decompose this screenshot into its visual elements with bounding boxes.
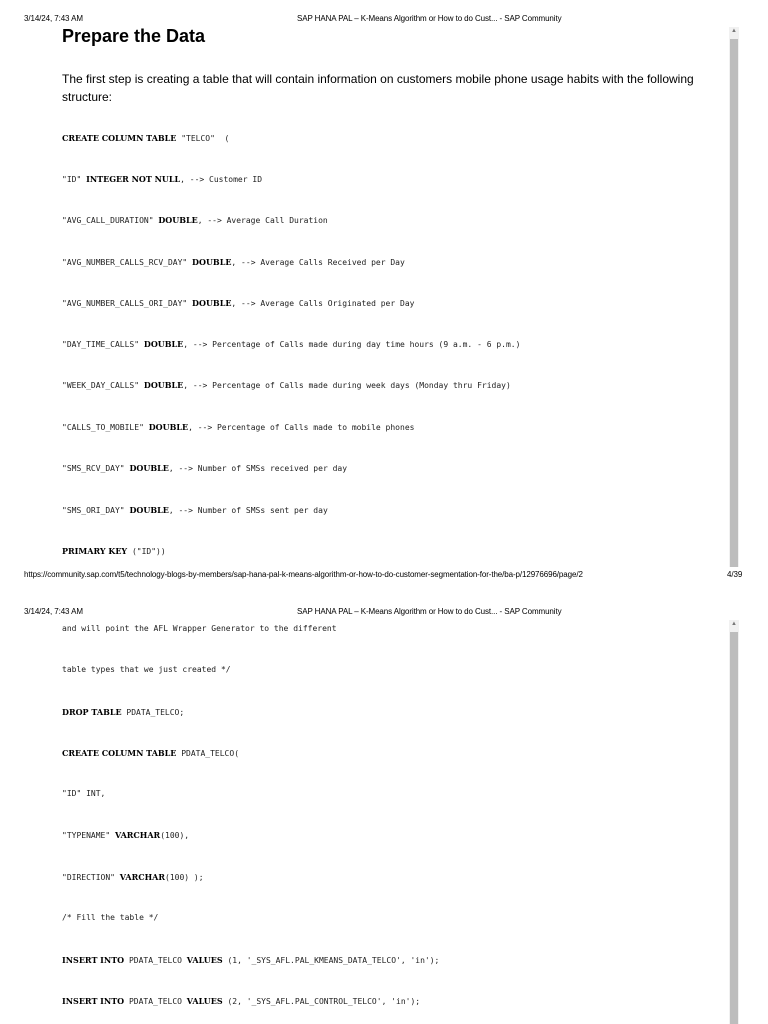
code-line <box>62 380 511 390</box>
code-text: (100) ); <box>165 873 204 882</box>
code-text: PDATA_TELCO <box>124 956 187 965</box>
code-text: "WEEK_DAY_CALLS" <box>62 381 144 390</box>
code-keyword: DOUBLE <box>143 339 184 349</box>
code-line <box>62 624 337 633</box>
code-keyword: DOUBLE <box>192 298 232 308</box>
code-keyword: DOUBLE <box>148 422 189 432</box>
code-line <box>62 707 184 717</box>
code-keyword: DOUBLE <box>129 463 169 473</box>
code-keyword: CREATE COLUMN TABLE <box>62 133 177 143</box>
code-text: , --> Average Call Duration <box>197 216 328 225</box>
code-line <box>62 298 414 308</box>
code-text: , --> Customer ID <box>180 175 263 184</box>
code-keyword: INTEGER NOT NULL <box>86 174 181 184</box>
print-header-date: 3/14/24, 7:43 AM <box>24 607 83 616</box>
code-text: (1, '_SYS_AFL.PAL_KMEANS_DATA_TELCO', 'in'); <box>222 956 440 965</box>
code-keyword: CREATE COLUMN TABLE <box>62 748 177 758</box>
code-line <box>62 422 414 432</box>
scrollbar-thumb[interactable] <box>730 632 738 1024</box>
code-text: , --> Number of SMSs received per day <box>168 464 348 473</box>
code-text: , --> Average Calls Received per Day <box>231 258 405 267</box>
code-line <box>62 748 239 758</box>
code-keyword: DOUBLE <box>129 505 169 515</box>
code-text: and will point the AFL Wrapper Generator to the different <box>62 624 337 633</box>
code-keyword: VALUES <box>186 955 223 965</box>
code-text: "TYPENAME" <box>62 831 115 840</box>
code-text: "AVG_NUMBER_CALLS_ORI_DAY" <box>62 299 193 308</box>
code-line <box>62 339 520 349</box>
code-text: ("ID")) <box>127 547 166 556</box>
code-text: "ID" INT, <box>62 789 106 798</box>
code-keyword: INSERT INTO <box>62 996 125 1006</box>
code-line <box>62 215 328 225</box>
print-header-date: 3/14/24, 7:43 AM <box>24 14 83 23</box>
scrollbar-thumb[interactable] <box>730 39 738 567</box>
code-line <box>62 665 231 674</box>
code-text: , --> Average Calls Originated per Day <box>231 299 415 308</box>
code-keyword: DOUBLE <box>158 215 198 225</box>
code-text: "SMS_ORI_DAY" <box>62 506 130 515</box>
code-text: "DAY_TIME_CALLS" <box>62 340 144 349</box>
print-header-title: SAP HANA PAL – K-Means Algorithm or How to do Cust... - SAP Community <box>297 607 562 616</box>
code-keyword: VALUES <box>186 996 223 1006</box>
code-line <box>62 546 166 556</box>
code-keyword: INSERT INTO <box>62 955 125 965</box>
code-text: /* Fill the table */ <box>62 913 159 922</box>
code-line <box>62 463 347 473</box>
scroll-up-icon[interactable]: ▲ <box>731 621 737 627</box>
code-keyword: DOUBLE <box>192 257 232 267</box>
code-line <box>62 789 105 798</box>
code-line <box>62 955 439 965</box>
intro-paragraph: The first step is creating a table that will contain information on customers mobile phone usage habits with the following structure: <box>62 72 694 104</box>
code-line <box>62 505 328 515</box>
code-text: "DIRECTION" <box>62 873 120 882</box>
print-footer-url: https://community.sap.com/t5/technology-blogs-by-members/sap-hana-pal-k-means-algorithm-or-how-to-do-customer-segmentation-for-the/ba-p/12976696/page/2 <box>24 570 583 579</box>
code-keyword: VARCHAR <box>114 830 161 840</box>
code-keyword: VARCHAR <box>119 872 166 882</box>
code-keyword: DROP TABLE <box>62 707 122 717</box>
code-line <box>62 174 262 184</box>
scrollbar[interactable] <box>729 620 739 1024</box>
code-keyword: PRIMARY KEY <box>62 546 128 556</box>
code-text: "AVG_NUMBER_CALLS_RCV_DAY" <box>62 258 193 267</box>
code-text: (100), <box>160 831 190 840</box>
print-footer-page: 4/39 <box>727 570 743 579</box>
scrollbar[interactable] <box>729 27 739 567</box>
code-text: "AVG_CALL_DURATION" <box>62 216 159 225</box>
code-text: "SMS_RCV_DAY" <box>62 464 130 473</box>
code-line <box>62 257 405 267</box>
code-line <box>62 913 158 922</box>
code-line <box>62 133 229 143</box>
code-line <box>62 872 204 882</box>
code-text: , --> Percentage of Calls made during day time hours (9 a.m. - 6 p.m.) <box>183 340 521 349</box>
code-keyword: DOUBLE <box>143 380 184 390</box>
code-text: , --> Number of SMSs sent per day <box>168 506 328 515</box>
code-text: , --> Percentage of Calls made during week days (Monday thru Friday) <box>183 381 511 390</box>
code-text: table types that we just created */ <box>62 665 231 674</box>
code-text: "ID" <box>62 175 87 184</box>
scroll-up-icon[interactable]: ▲ <box>731 28 737 34</box>
code-line <box>62 830 189 840</box>
section-heading: Prepare the Data <box>62 26 206 46</box>
code-text: "CALLS_TO_MOBILE" <box>62 423 149 432</box>
code-text: PDATA_TELCO( <box>176 749 240 758</box>
code-line <box>62 996 420 1006</box>
code-text: (2, '_SYS_AFL.PAL_CONTROL_TELCO', 'in'); <box>222 997 421 1006</box>
code-text: "TELCO" ( <box>176 134 230 143</box>
code-text: PDATA_TELCO <box>124 997 187 1006</box>
code-text: PDATA_TELCO; <box>121 708 185 717</box>
code-text: , --> Percentage of Calls made to mobile phones <box>188 423 415 432</box>
print-header-title: SAP HANA PAL – K-Means Algorithm or How to do Cust... - SAP Community <box>297 14 562 23</box>
